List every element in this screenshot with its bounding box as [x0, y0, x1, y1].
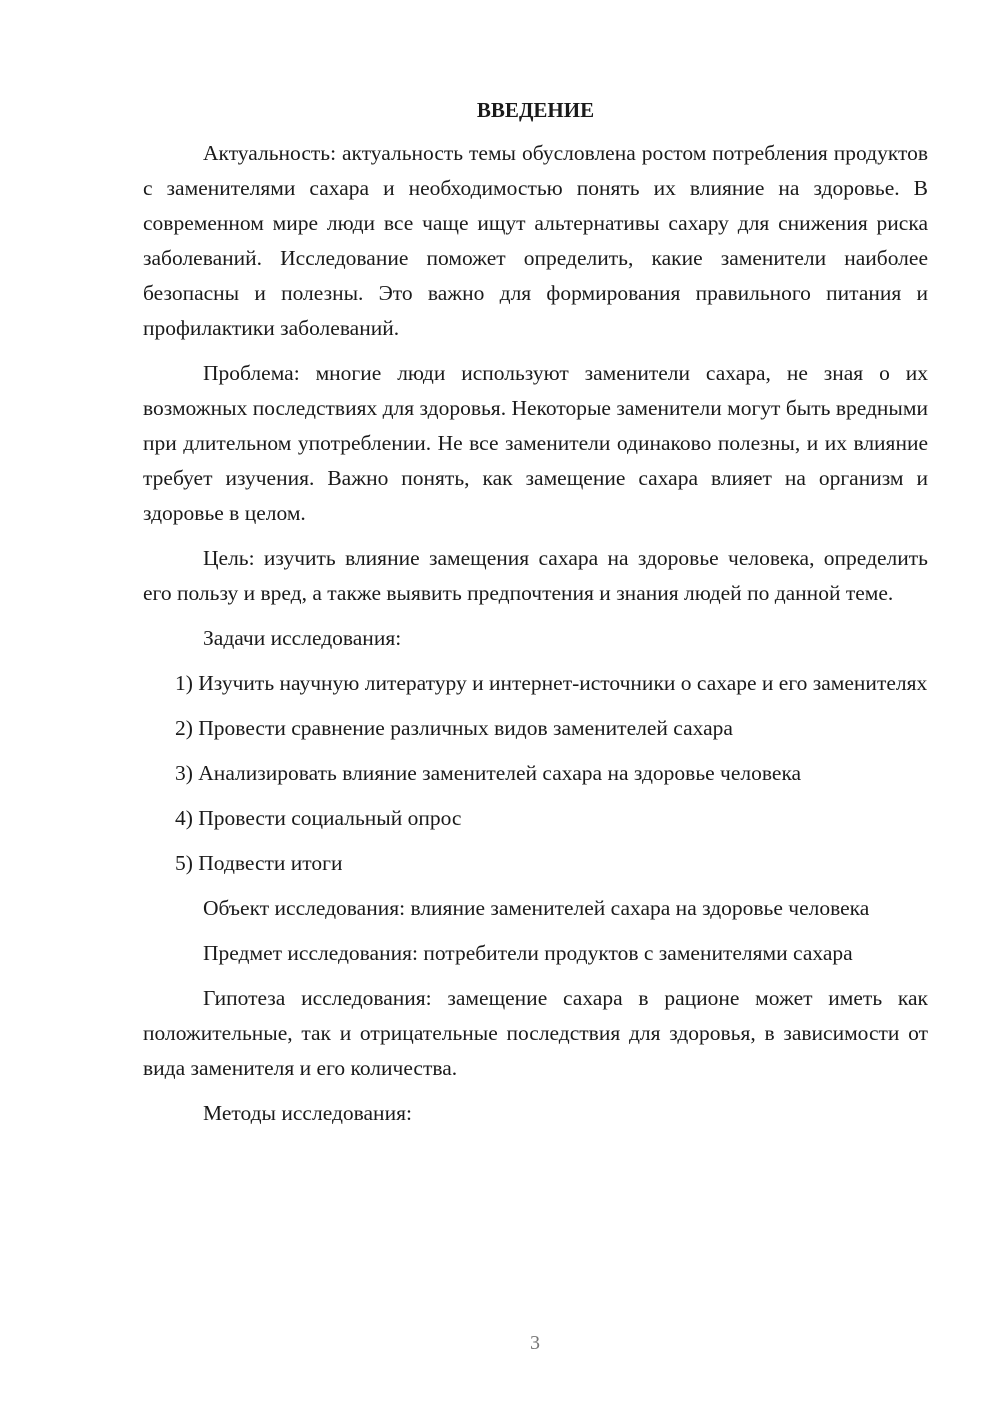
page-title: ВВЕДЕНИЕ — [476, 98, 595, 122]
document-page — [143, 94, 928, 1131]
relevance-paragraph: Актуальность: актуальность темы обусловлена ростом потребления продуктов с заменителями сахара и необходимостью понять их влияние на здоровье. В современном мире люди все чаще ищут альтернативы сахару для снижения риска заболеваний. Исследование поможет определить, какие заменители наиболее безопасны и полезны. Это важно для формирования правильного питания и профилактики заболеваний. — [143, 141, 928, 340]
object-paragraph: Объект исследования: влияние заменителей сахара на здоровье человека — [203, 896, 870, 920]
task-item: 2) Провести сравнение различных видов заменителей сахара — [175, 716, 733, 740]
goal-paragraph: Цель: изучить влияние замещения сахара на здоровье человека, определить его пользу и вред, а также выявить предпочтения и знания людей по данной теме. — [143, 546, 928, 605]
hypothesis-paragraph: Гипотеза исследования: замещение сахара в рационе может иметь как положительные, так и отрицательные последствия для здоровья, в зависимости от вида заменителя и его количества. — [143, 986, 928, 1080]
task-item: 5) Подвести итоги — [175, 851, 343, 875]
task-item: 3) Анализировать влияние заменителей сахара на здоровье человека — [175, 761, 802, 785]
tasks-heading: Задачи исследования: — [203, 626, 402, 650]
task-item: 1) Изучить научную литературу и интернет-источники о сахаре и его заменителях — [175, 671, 928, 695]
task-item: 4) Провести социальный опрос — [175, 806, 462, 830]
page-number: 3 — [530, 1332, 540, 1354]
methods-paragraph: Методы исследования: — [203, 1101, 412, 1125]
subject-paragraph: Предмет исследования: потребители продуктов с заменителями сахара — [203, 941, 853, 965]
problem-paragraph: Проблема: многие люди используют заменители сахара, не зная о их возможных последствиях для здоровья. Некоторые заменители могут быть вредными при длительном употреблении. Не все заменители одинаково полезны, и их влияние требует изучения. Важно понять, как замещение сахара влияет на организм и здоровье в целом. — [143, 361, 928, 525]
